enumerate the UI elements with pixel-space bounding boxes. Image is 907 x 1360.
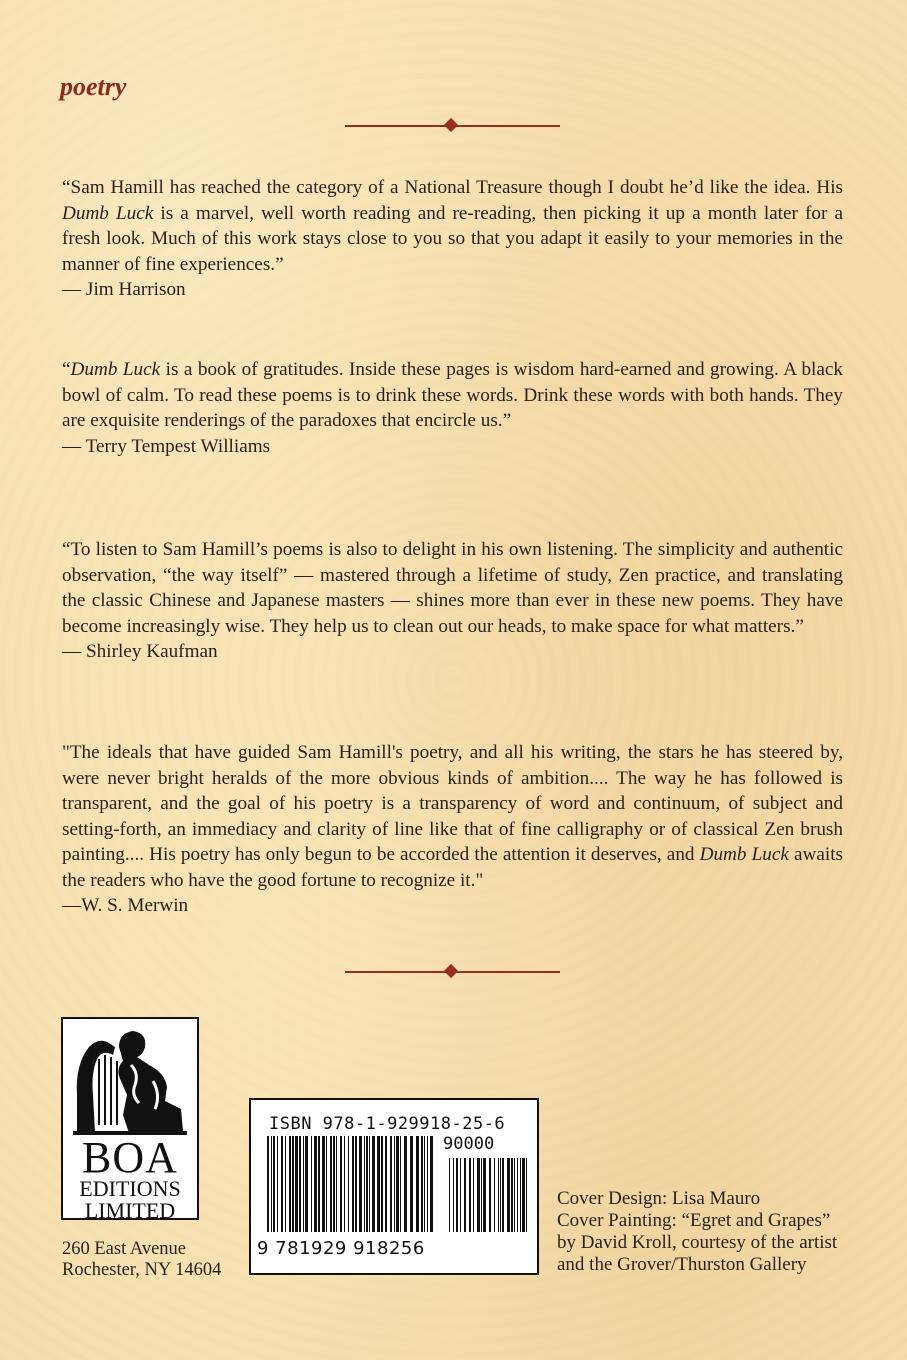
barcode-bars-icon [257,1136,533,1236]
blurb-text: “To listen to Sam Hamill’s poems is also to delight in his own listening. The simplicity and authentic observation, “the way itself” — mastered through a lifetime of study, Zen practice, and translating the classic Chinese and Japanese masters — shines more than ever in these new poems. They have become increasingly wise. They help us to clean out our heads, to make space for what matters.” [62,539,843,637]
diamond-ornament-icon [444,118,458,132]
blurb-text: “Sam Hamill has reached the category of a National Treasure though I doubt he’d like the idea. His Dumb Luck is a marvel, well worth reading and re-reading, then picking it up a month later for a fresh look. Much of this work stays close to you so that you adapt it easily to your memories in the manner of fine experiences.” [62,177,844,275]
price-addon: 90000 [443,1134,495,1154]
blurb-williams [62,357,843,459]
credit-line: Cover Design: Lisa Mauro [557,1188,761,1209]
ean-number: 9 781929 918256 [257,1238,425,1259]
diamond-ornament-icon [444,964,458,978]
isbn-number: ISBN 978-1-929918-25-6 [269,1114,506,1134]
publisher-logo [61,1017,199,1223]
address-line: Rochester, NY 14604 [62,1260,222,1280]
bottom-divider [345,965,560,979]
blurb-text: “Dumb Luck is a book of gratitudes. Inside these pages is wisdom hard-earned and growing. A black bowl of calm. To read these poems is to drink these words. Drink these words with both hands. They are exquisite renderings of the paradoxes that encircle us.” [62,359,843,431]
isbn-barcode [249,1098,539,1275]
publisher-name-line3: LIMITED [84,1198,176,1223]
blurb-kaufman [62,537,843,665]
credit-line: by David Kroll, courtesy of the artist [557,1232,838,1253]
blurb-attribution: —W. S. Merwin [62,895,189,916]
credit-line: and the Grover/Thurston Gallery [557,1254,807,1275]
top-divider [345,119,560,133]
blurb-attribution: — Jim Harrison [62,279,186,300]
blurb-harrison [62,175,843,303]
blurb-attribution: — Terry Tempest Williams [62,435,271,457]
genre-label: poetry [60,72,127,101]
cover-credits [557,1188,837,1276]
address-line: 260 East Avenue [62,1239,186,1259]
publisher-name-line2: EDITIONS [79,1176,181,1201]
credit-line: Cover Painting: “Egret and Grapes” [557,1210,831,1231]
blurb-text: "The ideals that have guided Sam Hamill's poetry, and all his writing, the stars he has steered by, were never bright heralds of the more obvious kinds of ambition.... The way he has followed is transparent, and the goal of his poetry is a transparency of word and continuum, of subject and setting-forth, an immediacy and clarity of line like that of fine calligraphy or of classical Zen brush painting.... His poetry has only begun to be accorded the attention it deserves, and Dumb Luck awaits the readers who have the good fortune to recognize it." [62,742,843,891]
blurb-merwin [62,740,843,919]
publisher-address [62,1239,221,1281]
publisher-name: BOA [82,1133,178,1182]
harpist-emblem-icon [69,1025,191,1137]
blurb-attribution: — Shirley Kaufman [62,641,218,662]
